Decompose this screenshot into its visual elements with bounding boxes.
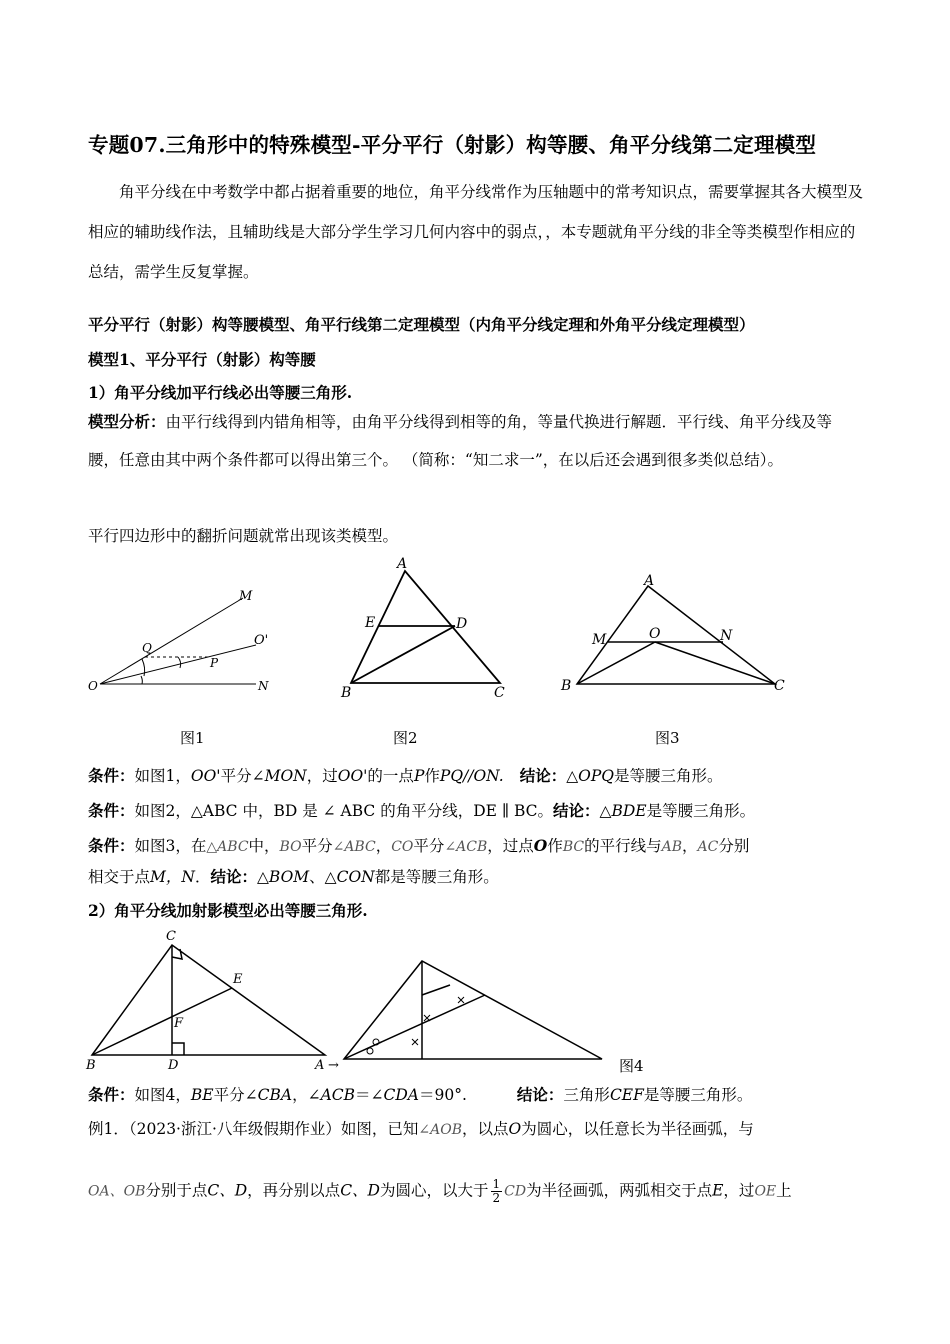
condition-4	[88, 1083, 752, 1105]
c1-text-3: ，过	[306, 767, 338, 785]
c3-text-6: ，过点	[487, 837, 534, 855]
analysis-text: 由平行线得到内错角相等，由角平分线得到相等的角，等量代换进行解题．平行线、角平分线及等腰，任意由其中两个条件都可以得出第三个。 （简称：“知二求一”，在以后还会遇到很多类似总结）。	[88, 413, 833, 469]
c1-tri: △	[566, 767, 579, 785]
c3-text-10: 分别	[718, 837, 750, 855]
c2-text-1: 如图2，△ABC 中，BD 是 ∠ ABC 的角平分线，DE ∥ BC。	[134, 802, 553, 820]
c3-text-7: 作	[547, 837, 563, 855]
label-c: C	[774, 678, 785, 694]
c3-sep: 、△	[309, 868, 337, 886]
c1-oo1: OO'	[190, 767, 221, 785]
condition-3-line-2	[88, 865, 499, 887]
ex1-frac-den: 2	[492, 1191, 501, 1205]
c4-cba: CBA	[257, 1086, 293, 1104]
ex1-o: O	[508, 1120, 522, 1138]
label-f: F	[174, 1016, 184, 1031]
label-a: A	[315, 1058, 325, 1073]
c4-text-2: 平分∠	[213, 1086, 258, 1104]
short-seg	[422, 985, 450, 995]
label-o: O	[88, 679, 98, 693]
mark-x-3	[458, 997, 464, 1003]
label-a: A	[397, 556, 408, 572]
c3-con: CON	[336, 868, 375, 886]
c3-bom: BOM	[268, 868, 310, 886]
label-b: B	[561, 678, 572, 694]
fig2-caption: 图2	[393, 729, 418, 747]
label-c: C	[166, 929, 176, 944]
c3-text-2: 中，	[248, 837, 280, 855]
ray-oo-prime	[100, 645, 256, 684]
page-title: 专题07.三角形中的特殊模型-平分平行（射影）构等腰、角平分线第二定理模型	[88, 133, 817, 157]
c4-acb: ACB	[320, 1086, 356, 1104]
label-a: A	[644, 573, 655, 589]
mark-x-1	[412, 1039, 418, 1045]
mark-x-2	[424, 1015, 430, 1021]
label-m: M	[239, 589, 253, 604]
bisector-be	[92, 988, 232, 1055]
c3-text-5: 平分	[413, 837, 445, 855]
c1-oo2: OO'	[337, 767, 368, 785]
ex1-text-7: 为半径画弧，两弧相交于点	[526, 1181, 713, 1200]
ray-om	[100, 598, 243, 684]
ex1-fraction	[491, 1178, 503, 1205]
c4-text-3: ，∠	[292, 1086, 321, 1104]
segment-co	[655, 642, 775, 684]
c3-tri: △	[256, 868, 269, 886]
c2-label: 条件：	[88, 801, 135, 820]
c3-o: O	[533, 836, 548, 855]
triangle-right	[344, 961, 602, 1059]
c1-pq: PQ//ON.	[439, 767, 504, 785]
example1-line-2	[88, 1178, 792, 1205]
ex1-text-9: 上	[776, 1181, 792, 1200]
ex1-math-aob: ∠AOB	[418, 1122, 463, 1138]
label-o: O	[649, 626, 661, 642]
figure-3	[555, 568, 795, 703]
c3-math-7: AB	[661, 839, 683, 855]
model-analysis	[88, 403, 863, 479]
c4-cef: CEF	[609, 1086, 644, 1104]
c4-text-7: 是等腰三角形。	[643, 1086, 753, 1104]
arrow-glyph: →	[328, 1058, 339, 1073]
c4-cda: CDA	[383, 1086, 419, 1104]
c2-bde: BDE	[611, 802, 647, 820]
label-d: D	[168, 1058, 179, 1073]
ex1-text-5: ，再分别以点	[247, 1181, 341, 1200]
c1-text-2: 平分∠	[220, 767, 265, 785]
label-b: B	[341, 685, 352, 701]
segment-bd	[351, 626, 455, 683]
c3-math-4: CO	[391, 839, 414, 855]
fig1-caption: 图1	[180, 729, 205, 747]
ex1-math-oaob: OA、OB	[88, 1183, 146, 1200]
ex1-frac-num: 1	[492, 1177, 501, 1191]
c1-p: P	[413, 767, 425, 785]
figure-4-right	[340, 955, 610, 1065]
angle-arc-3	[178, 657, 181, 668]
condition-3-line-1	[88, 834, 749, 856]
ex1-text-4: 分别于点	[145, 1181, 208, 1200]
c4-text-1: 如图4，	[134, 1086, 191, 1104]
label-d: D	[456, 616, 468, 632]
c4-text-5: ＝90°.	[419, 1086, 467, 1104]
intro-paragraph: 角平分线在中考数学中都占据着重要的地位，角平分线常作为压轴题中的常考知识点，需要掌握其各大模型及相应的辅助线作法，且辅助线是大部分学生学习几何内容中的弱点，，本专题就角平分线的非全等类模型作相应的总结，需学生反复掌握。	[88, 183, 864, 281]
c3-label: 条件：	[88, 836, 135, 855]
parallelogram-note: 平行四边形中的翻折问题就常出现该类模型。	[88, 527, 399, 545]
c1-mon: MON	[264, 767, 307, 785]
c3-conclusion-label: 结论：	[210, 867, 257, 886]
ex1-e: E	[712, 1181, 724, 1200]
label-e: E	[365, 615, 376, 631]
label-m: M	[592, 632, 607, 648]
condition-2	[88, 799, 755, 821]
label-e: E	[233, 972, 243, 987]
c3-line2-text-2: ．	[194, 868, 211, 886]
segment-bo	[577, 642, 655, 684]
c3-text-8: 的平行线与	[584, 837, 662, 855]
ex1-text-1: 例1．（2023·浙江·八年级假期作业）如图，已知	[88, 1120, 419, 1138]
c3-line2-text-3: 都是等腰三角形。	[374, 868, 499, 886]
label-c: C	[494, 685, 505, 701]
label-n: N	[720, 628, 733, 644]
c4-be: BE	[190, 1086, 214, 1104]
bisector	[344, 995, 485, 1059]
triangle-abc	[577, 586, 775, 684]
ex1-math-oe: OE	[754, 1183, 777, 1200]
ex1-text-3: 为圆心，以任意长为半径画弧，与	[521, 1120, 754, 1138]
ex1-text-8: ，过	[723, 1181, 755, 1200]
ex1-text-6: 为圆心，以大于	[379, 1181, 489, 1200]
example1-line-1	[88, 1117, 754, 1139]
c3-math-5: ∠ACB	[444, 839, 488, 855]
label-b: B	[86, 1058, 96, 1073]
c3-math-1: △ABC	[206, 839, 249, 855]
c1-opq: OPQ	[578, 767, 614, 785]
c3-math-8: AC	[697, 839, 719, 855]
c1-conclusion-label: 结论：	[519, 766, 567, 785]
c4-text-4: ＝∠	[355, 1086, 384, 1104]
c1-text-6: 是等腰三角形。	[613, 767, 723, 785]
label-o-prime: O'	[254, 633, 269, 648]
c2-conclusion-label: 结论：	[553, 801, 600, 820]
fig3-caption: 图3	[655, 729, 680, 747]
right-angle-d	[172, 1043, 184, 1055]
c1-text-1: 如图1，	[134, 767, 191, 785]
c4-conclusion-label: 结论：	[516, 1085, 564, 1104]
c1-text-4: 的一点	[367, 767, 414, 785]
sub2-heading: 2）角平分线加射影模型必出等腰三角形.	[88, 901, 368, 920]
ex1-text-2: ，以点	[462, 1120, 509, 1138]
figure-4-left	[80, 925, 340, 1075]
c3-text-4: ，	[375, 837, 392, 855]
c3-math-3: ∠ABC	[332, 839, 376, 855]
c3-text-3: 平分	[301, 837, 333, 855]
c2-tri: △	[599, 802, 612, 820]
right-angle-c	[172, 949, 182, 959]
model1-heading: 模型1、平分平行（射影）构等腰	[88, 350, 316, 369]
angle-arc-2	[141, 676, 142, 684]
c3-text-1: 如图3，在	[134, 837, 207, 855]
c3-line2-text-1: 相交于点	[88, 868, 151, 886]
c4-text-6: 三角形	[563, 1086, 610, 1104]
section-heading: 平分平行（射影）构等腰模型、角平行线第二定理模型（内角平分线定理和外角平分线定理模型）	[88, 315, 755, 334]
ex1-cd2: C、D	[340, 1181, 380, 1200]
c3-mn: M，N	[150, 868, 195, 886]
label-n: N	[258, 679, 269, 693]
c4-label: 条件：	[88, 1085, 135, 1104]
c3-text-9: ，	[682, 837, 698, 855]
label-q: Q	[142, 641, 152, 655]
c1-text-5: 作	[424, 767, 440, 785]
analysis-label: 模型分析：	[88, 412, 166, 431]
c2-text-2: 是等腰三角形。	[646, 802, 756, 820]
label-p: P	[210, 656, 219, 670]
sub1-heading: 1）角平分线加平行线必出等腰三角形.	[88, 383, 353, 402]
condition-1	[88, 764, 722, 786]
ex1-math-cd: CD	[504, 1183, 527, 1200]
figure-2	[335, 553, 515, 703]
mark-circle-1	[367, 1048, 373, 1054]
ex1-cd: C、D	[207, 1181, 248, 1200]
fig4-caption: 图4	[619, 1057, 644, 1075]
figure-1	[88, 580, 288, 700]
c3-math-6: BC	[562, 839, 585, 855]
c3-math-2: BO	[279, 839, 302, 855]
c1-label: 条件：	[88, 766, 135, 785]
